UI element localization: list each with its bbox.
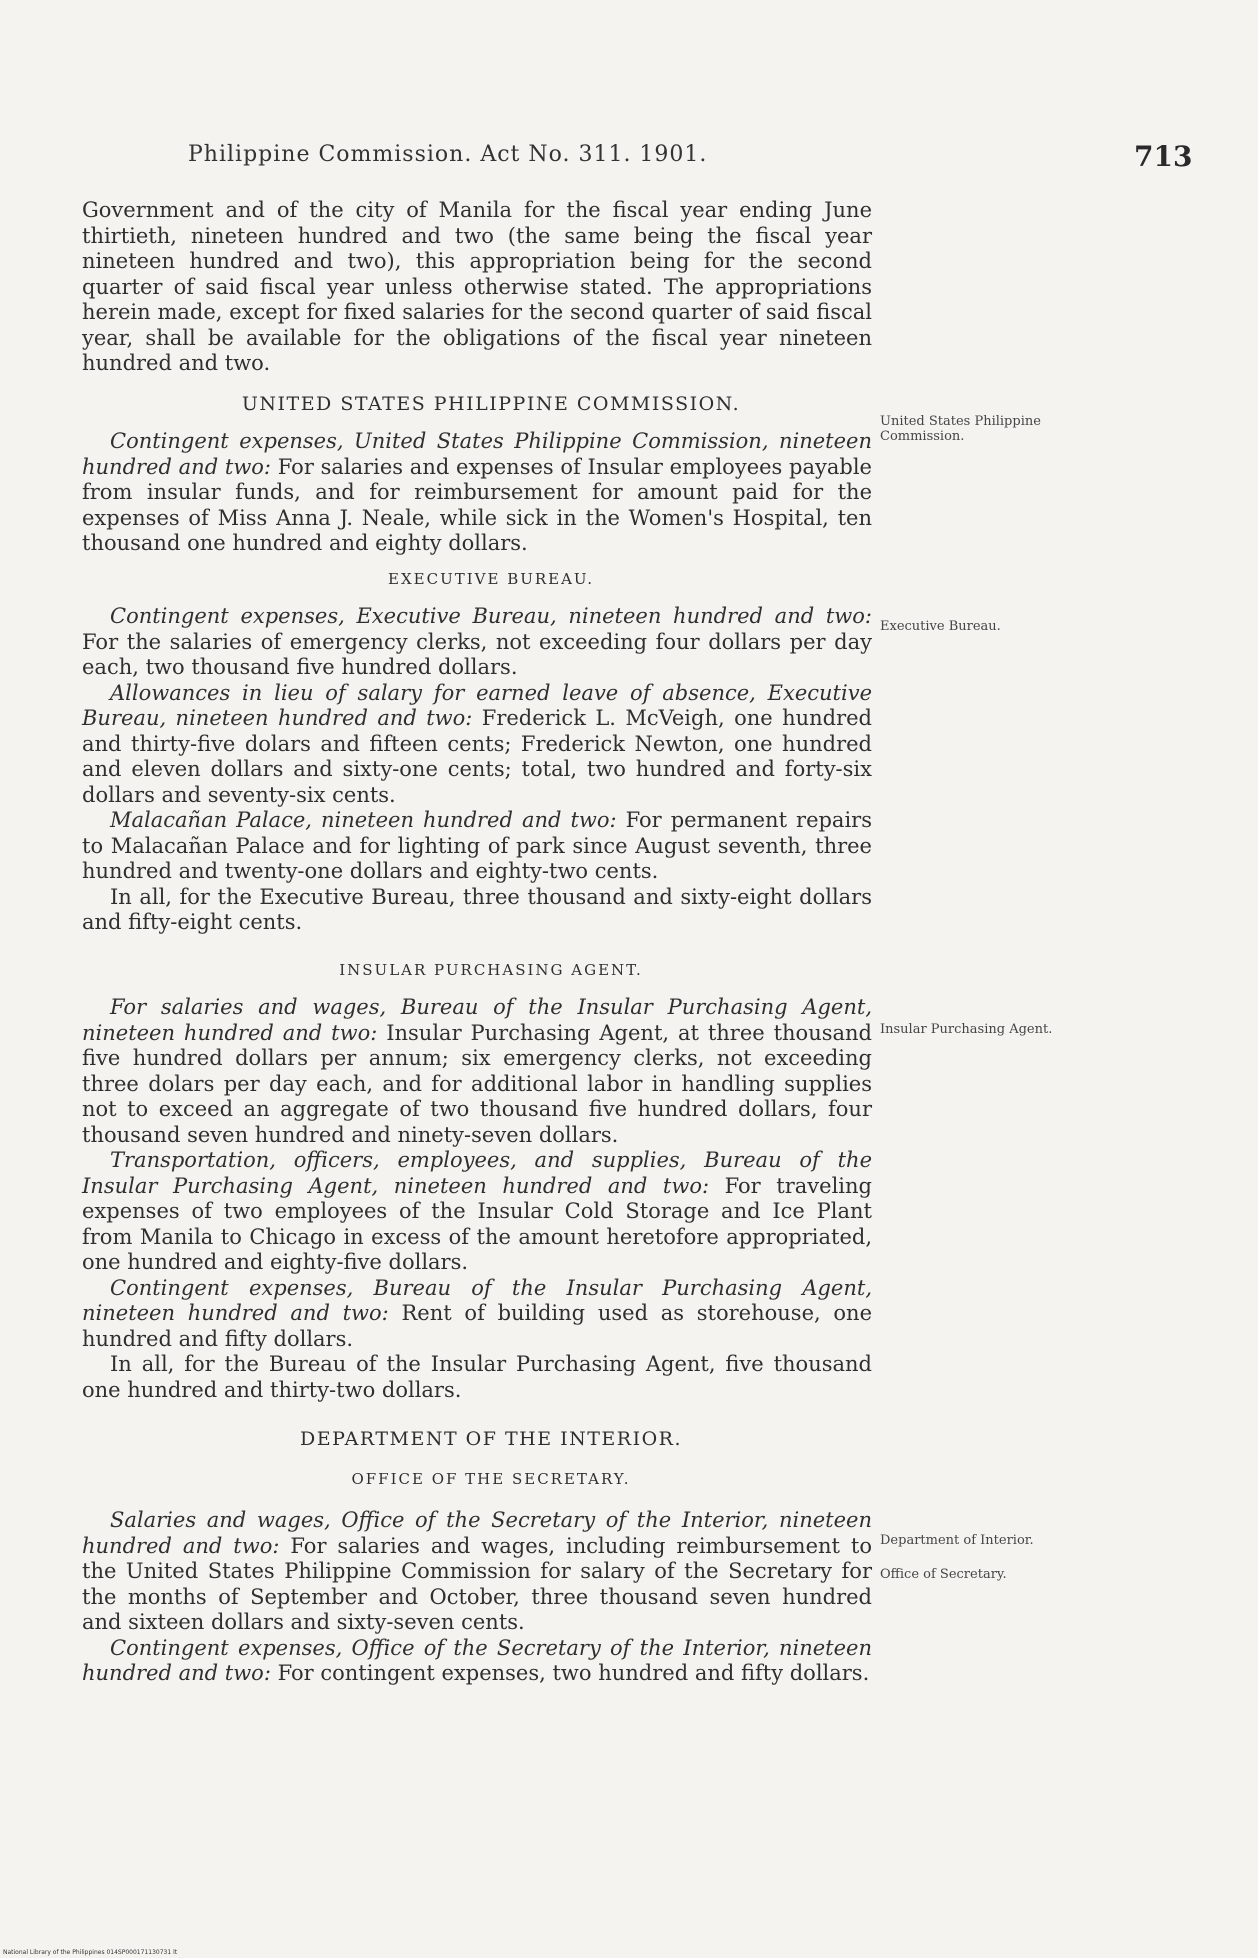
paragraph-text: For salaries and expenses of Insular employees payable from insular funds, and for reimbursement for amount paid for the expenses of Miss Anna J. Neale, while sick in the Women's Hospital, ten thousand one hundred and eighty dollars. <box>82 454 872 555</box>
page-number: 713 <box>1134 140 1193 173</box>
paragraph-lead: Contingent expenses, Office of the Secretary of the Interior, nineteen hundred and two: <box>82 1635 872 1685</box>
paragraph-text: Insular Purchasing Agent, at three thousand five hundred dollars per annum; six emergency clerks, not exceeding three dolars per day each, and for additional labor in handling supplies not to exceed an aggregate of two thousand five hundred dollars, four thousand seven hundred and ninety-seven dollars. <box>82 1020 872 1147</box>
footer-text: National Library of the Philippines 014SP000171130731 lt <box>3 1949 178 1956</box>
section-heading: EXECUTIVE BUREAU. <box>388 569 594 588</box>
paragraph-text: For salaries and wages, including reimbursement to the United States Philippine Commission for salary of the Secretary for the months of September and October, three thousand seven hundred and sixteen dollars and sixty-seven cents. <box>82 1533 872 1634</box>
running-title: Philippine Commission. Act No. 311. 1901. <box>188 142 708 167</box>
paragraph-lead: Contingent expenses, Bureau of the Insular Purchasing Agent, nineteen hundred and two: <box>82 1275 872 1325</box>
section-heading: DEPARTMENT OF THE INTERIOR. <box>299 1428 683 1450</box>
margin-note: Department of Interior. <box>880 1533 1034 1548</box>
paragraph-lead: Allowances in lieu of salary for earned leave of absence, Executive Bureau, nineteen hundred and two: <box>82 680 872 730</box>
main-text <box>82 198 872 1687</box>
paragraph <box>82 429 872 557</box>
running-head <box>0 142 1258 172</box>
paragraph <box>82 1636 872 1687</box>
paragraph-lead: Malacañan Palace, nineteen hundred and two: <box>110 808 617 832</box>
paragraph-text: For the salaries of emergency clerks, not exceeding four dollars per day each, two thousand five hundred dollars. <box>82 629 872 679</box>
margin-note: Executive Bureau. <box>880 619 1001 634</box>
paragraph <box>82 1148 872 1276</box>
paragraph-lead: Salaries and wages, Office of the Secretary of the Interior, nineteen hundred and two: <box>82 1508 872 1558</box>
margin-note: Office of Secretary. <box>880 1567 1007 1582</box>
paragraph-text: Frederick L. McVeigh, one hundred and thirty-five dolars and fifteen cents; Frederick Newton, one hundred and eleven dollars and sixty-one cents; total, two hundred and forty-six dollars and seventy-six cents. <box>82 706 872 807</box>
paragraph-lead: Contingent expenses, United States Philippine Commission, nineteen hundred and two: <box>82 429 872 479</box>
margin-note: United States Philippine Commission. <box>880 414 1041 444</box>
paragraph-text: For traveling expenses of two employees of the Insular Cold Storage and Ice Plant from Manila to Chicago in excess of the amount heretofore appropriated, one hundred and eighty-five dollars. <box>82 1173 872 1274</box>
section-subheading: OFFICE OF THE SECRETARY. <box>351 1469 631 1488</box>
intro-paragraph: Government and of the city of Manila for the fiscal year ending June thirtieth, nineteen hundred and two (the same being the fiscal year nineteen hundred and two), this appropriation being for the second quarter of said fiscal year unless otherwise stated. The appropriations herein made, except for fixed salaries for the second quarter of said fiscal year, shall be available for the obligations of the fiscal year nineteen hundred and two. <box>82 198 872 375</box>
paragraph <box>82 885 872 936</box>
section-heading: UNITED STATES PHILIPPINE COMMISSION. <box>241 392 741 415</box>
paragraph <box>82 681 872 809</box>
paragraph-lead: Contingent expenses, Executive Bureau, nineteen hundred and two: <box>110 604 872 628</box>
paragraph <box>82 604 872 681</box>
margin-note: Insular Purchasing Agent. <box>880 1022 1053 1037</box>
paragraph <box>82 808 872 885</box>
paragraph <box>82 1276 872 1353</box>
paragraph-lead: Transportation, officers, employees, and supplies, Bureau of the Insular Purchasing Agent, nineteen hundred and two: <box>82 1148 872 1198</box>
paragraph <box>82 1352 872 1403</box>
section-heading: INSULAR PURCHASING AGENT. <box>339 960 643 979</box>
paragraph-text: For permanent repairs to Malacañan Palace and for lighting of park since August seventh, three hundred and twenty-one dollars and eighty-two cents. <box>82 808 872 883</box>
paragraph-text: Rent of building used as storehouse, one hundred and fifty dollars. <box>82 1301 872 1351</box>
paragraph <box>82 1508 872 1636</box>
paragraph-text: For contingent expenses, two hundred and fifty dollars. <box>270 1661 870 1685</box>
paragraph-text: In all, for the Executive Bureau, three thousand and sixty-eight dollars and fifty-eight cents. <box>82 884 872 934</box>
paragraph-text: In all, for the Bureau of the Insular Purchasing Agent, five thousand one hundred and thirty-two dollars. <box>82 1352 872 1402</box>
paragraph <box>82 995 872 1148</box>
paragraph-lead: For salaries and wages, Bureau of the Insular Purchasing Agent, nineteen hundred and two: <box>82 995 872 1045</box>
